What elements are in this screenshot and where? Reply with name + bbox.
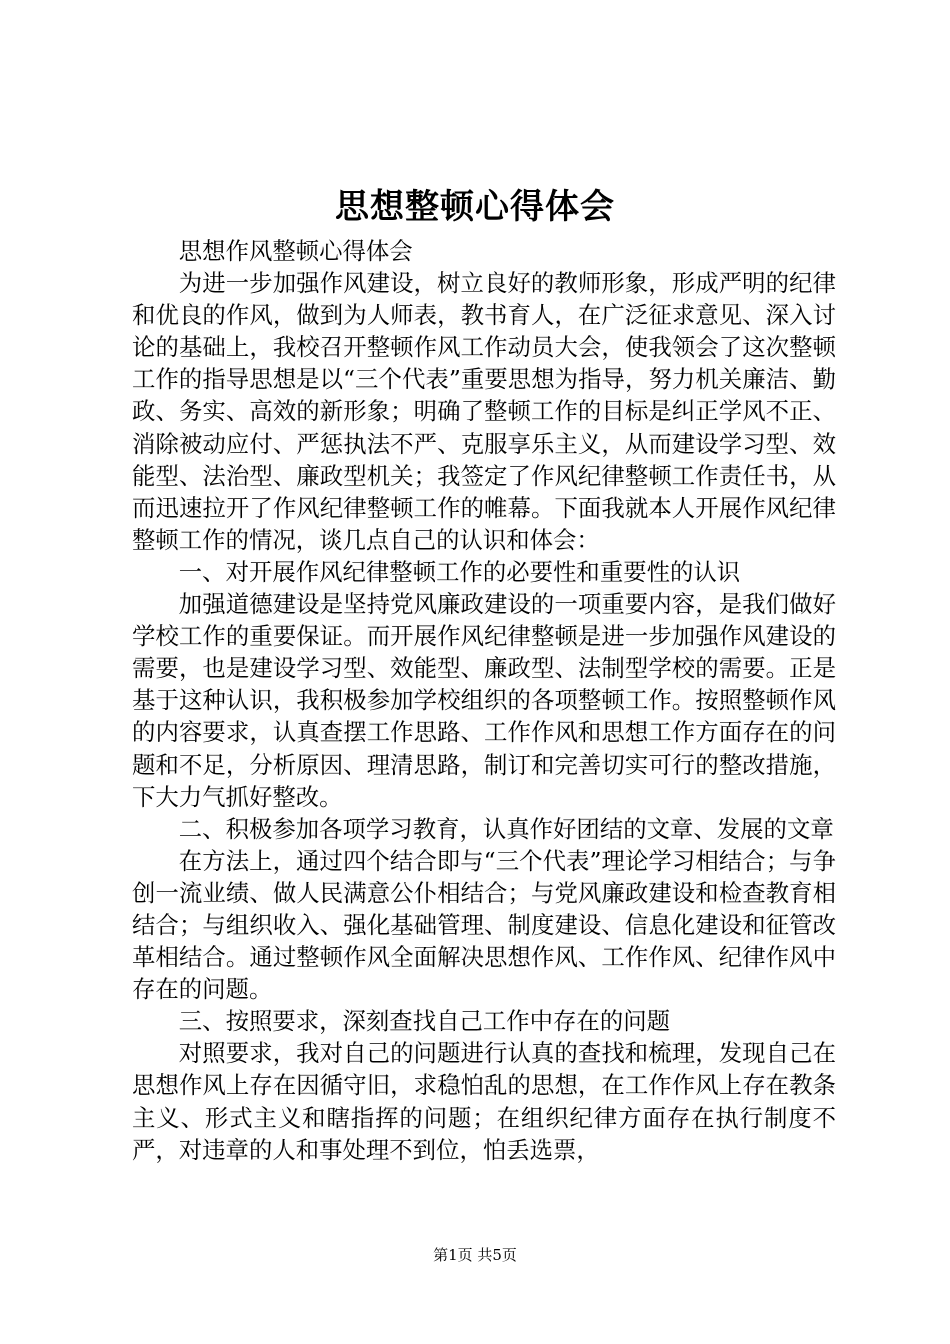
- page-number-footer: 第1页 共5页: [433, 1246, 517, 1264]
- subtitle-paragraph: 思想作风整顿心得体会: [178, 237, 413, 265]
- section-heading-2: 二、积极参加各项学习教育，认真作好团结的文章、发展的文章: [178, 814, 834, 843]
- body-paragraph-3: 对照要求，我对自己的问题进行认真的查找和梳理，发现自己在思想作风上存在因循守旧，求稳怕乱的思想，在工作作风上存在教条主义、形式主义和瞎指挥的问题；在组织纪律方面存在执行制度不严，对违章的人和事处理不到位，怕丢选票，: [132, 1039, 836, 1164]
- section-heading-3: 三、按照要求，深刻查找自己工作中存在的问题: [178, 1007, 670, 1036]
- body-paragraph-2: 在方法上，通过四个结合即与“三个代表”理论学习相结合；与争创一流业绩、做人民满意公仆相结合；与党风廉政建设和检查教育相结合；与组织收入、强化基础管理、制度建设、信息化建设和征管改革相结合。通过整顿作风全面解决思想作风、工作作风、纪律作风中存在的问题。: [132, 846, 836, 1004]
- page-title: 思想整顿心得体会: [335, 187, 615, 227]
- body-paragraph-1: 加强道德建设是坚持党风廉政建设的一项重要内容，是我们做好学校工作的重要保证。而开展作风纪律整顿是进一步加强作风建设的需要，也是建设学习型、效能型、廉政型、法制型学校的需要。正是基于这种认识，我积极参加学校组织的各项整顿工作。按照整顿作风的内容要求，认真查摆工作思路、工作作风和思想工作方面存在的问题和不足，分析原因、理清思路，制订和完善切实可行的整改措施，下大力气抓好整改。: [132, 590, 836, 811]
- section-heading-1: 一、对开展作风纪律整顿工作的必要性和重要性的认识: [178, 557, 741, 586]
- document-body: [132, 235, 836, 1166]
- intro-paragraph: 为进一步加强作风建设，树立良好的教师形象，形成严明的纪律和优良的作风，做到为人师表，教书育人，在广泛征求意见、深入讨论的基础上，我校召开整顿作风工作动员大会，使我领会了这次整顿工作的指导思想是以“三个代表”重要思想为指导，努力机关廉洁、勤政、务实、高效的新形象；明确了整顿工作的目标是纠正学风不正、消除被动应付、严惩执法不严、克服享乐主义，从而建设学习型、效能型、法治型、廉政型机关；我签定了作风纪律整顿工作责任书，从而迅速拉开了作风纪律整顿工作的帷幕。下面我就本人开展作风纪律整顿工作的情况，谈几点自己的认识和体会：: [132, 269, 836, 554]
